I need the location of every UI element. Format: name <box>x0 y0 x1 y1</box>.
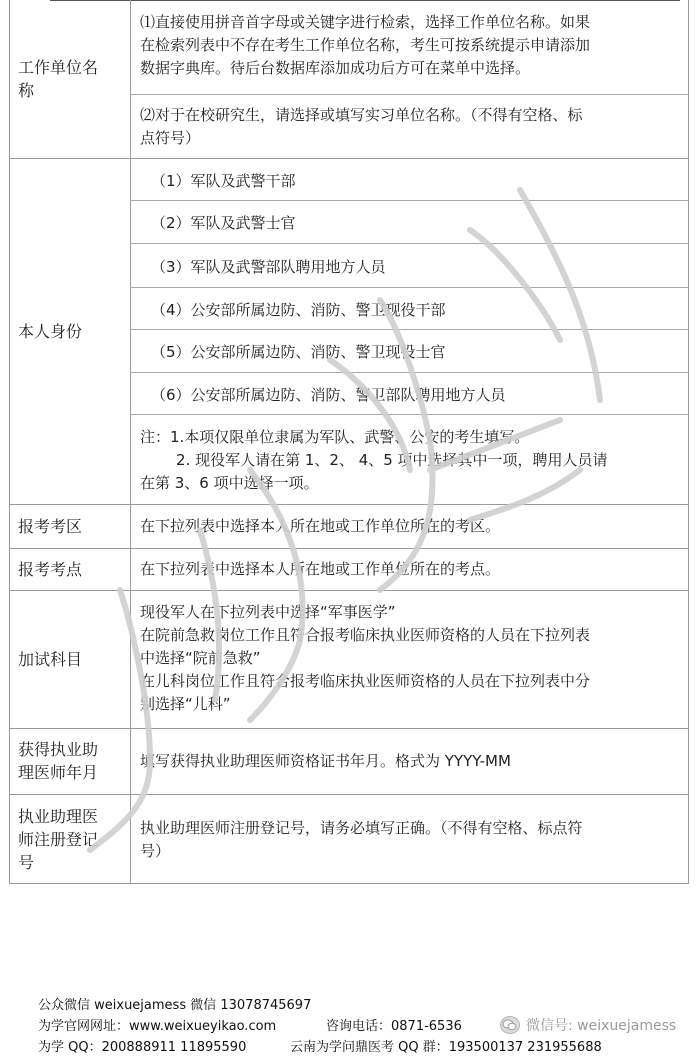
identity-label-text: 本人身份 <box>18 321 83 341</box>
note-line3: 在第 3、6 项中选择一项。 <box>140 474 319 492</box>
exam-region-text: 在下拉列表中选择本人所在地或工作单位所在的考区。 <box>140 517 501 535</box>
identity-label <box>10 158 130 504</box>
para2-line1: ⑵对于在校研究生，请选择或填写实习单位名称。（不得有空格、标 <box>140 106 583 124</box>
extra-subject-label-text: 加试科目 <box>18 649 83 669</box>
identity-option-1: （1）军队及武警干部 <box>151 172 296 190</box>
exam-region-label <box>10 504 130 548</box>
row-sub-divider <box>130 94 688 95</box>
assistant-reg-label-line2: 师注册登记 <box>18 829 99 849</box>
extra-line1: 现役军人在下拉列表中选择“军事医学” <box>140 603 396 621</box>
wechat-badge <box>500 1015 676 1035</box>
assistant-reg-label-line3: 号 <box>18 852 35 872</box>
top-border <box>50 0 680 1</box>
footer-website[interactable]: 为学官网网址：www.weixueyikao.com <box>38 1019 277 1034</box>
wechat-id-text: 微信号: weixuejamess <box>526 1018 677 1034</box>
work-unit-label <box>10 0 130 158</box>
footer-qq-group: 云南为学问鼎医考 QQ 群：193500137 231955688 <box>290 1040 602 1055</box>
extra-line4: 在儿科岗位工作且符合报考临床执业医师资格的人员在下拉列表中分 <box>140 672 591 690</box>
para1-line2: 在检索列表中不存在考生工作单位名称，考生可按系统提示申请添加 <box>140 36 591 54</box>
footer-phone: 咨询电话：0871-6536 <box>326 1019 462 1034</box>
footer-line1: 公众微信 weixuejamess 微信 13078745697 <box>38 998 312 1013</box>
exam-site-text: 在下拉列表中选择本人所在地或工作单位所在的考点。 <box>140 560 501 578</box>
work-unit-para2 <box>140 104 680 150</box>
assistant-date-text: 填写获得执业助理医师资格证书年月。格式为 YYYY-MM <box>140 752 511 770</box>
column-divider <box>130 0 131 883</box>
exam-site-label <box>10 548 130 590</box>
identity-option-2: （2）军队及武警士官 <box>151 214 296 232</box>
exam-region-label-text: 报考考区 <box>18 516 83 536</box>
note-line1: 注：1.本项仅限单位隶属为军队、武警、公安的考生填写。 <box>140 428 530 446</box>
row-sub-divider <box>130 287 688 288</box>
row-sub-divider <box>130 243 688 244</box>
extra-line3: 中选择“院前急救” <box>140 649 261 667</box>
assistant-date-label <box>10 728 130 794</box>
work-unit-label-line2: 称 <box>18 81 35 100</box>
row-sub-divider <box>130 329 688 330</box>
assistant-reg-line2: 号） <box>140 842 171 860</box>
para1-line3: 数据字典库。待后台数据库添加成功后方可在菜单中选择。 <box>140 59 531 77</box>
work-unit-para1 <box>140 11 680 80</box>
exam-site-label-text: 报考考点 <box>18 559 83 579</box>
note-line2: 2. 现役军人请在第 1、2、 4、5 项中选择其中一项，聘用人员请 <box>176 451 608 469</box>
footer-qq: 为学 QQ：200888911 11895590 <box>38 1040 247 1055</box>
identity-option-6: （6）公安部所属边防、消防、警卫部队聘用地方人员 <box>151 386 506 404</box>
para2-line2: 点符号） <box>140 129 201 147</box>
extra-subject-label <box>10 590 130 728</box>
extra-line5: 别选择“儿科” <box>140 695 231 713</box>
assistant-reg-label-line1: 执业助理医 <box>18 806 99 826</box>
form-instructions-table <box>9 0 689 884</box>
extra-line2: 在院前急救岗位工作且符合报考临床执业医师资格的人员在下拉列表 <box>140 626 591 644</box>
assistant-date-label-line2: 理医师年月 <box>18 763 99 782</box>
assistant-reg-label <box>10 794 130 884</box>
assistant-reg-line1: 执业助理医师注册登记号，请务必填写正确。（不得有空格、标点符 <box>140 819 583 837</box>
para1-line1: ⑴直接使用拼音首字母或关键字进行检索，选择工作单位名称。如果 <box>140 13 591 31</box>
row-sub-divider <box>130 414 688 415</box>
identity-option-5: （5）公安部所属边防、消防、警卫现役士官 <box>151 343 446 361</box>
row-sub-divider <box>130 200 688 201</box>
identity-option-3: （3）军队及武警部队聘用地方人员 <box>151 258 386 276</box>
identity-note <box>140 426 680 495</box>
identity-option-4: （4）公安部所属边防、消防、警卫现役干部 <box>151 301 446 319</box>
extra-subject-text <box>140 601 680 716</box>
wechat-icon <box>500 1016 520 1034</box>
work-unit-label-line1: 工作单位名 <box>18 58 99 77</box>
row-sub-divider <box>130 372 688 373</box>
assistant-date-label-line1: 获得执业助 <box>18 740 99 759</box>
assistant-reg-text <box>140 817 680 863</box>
